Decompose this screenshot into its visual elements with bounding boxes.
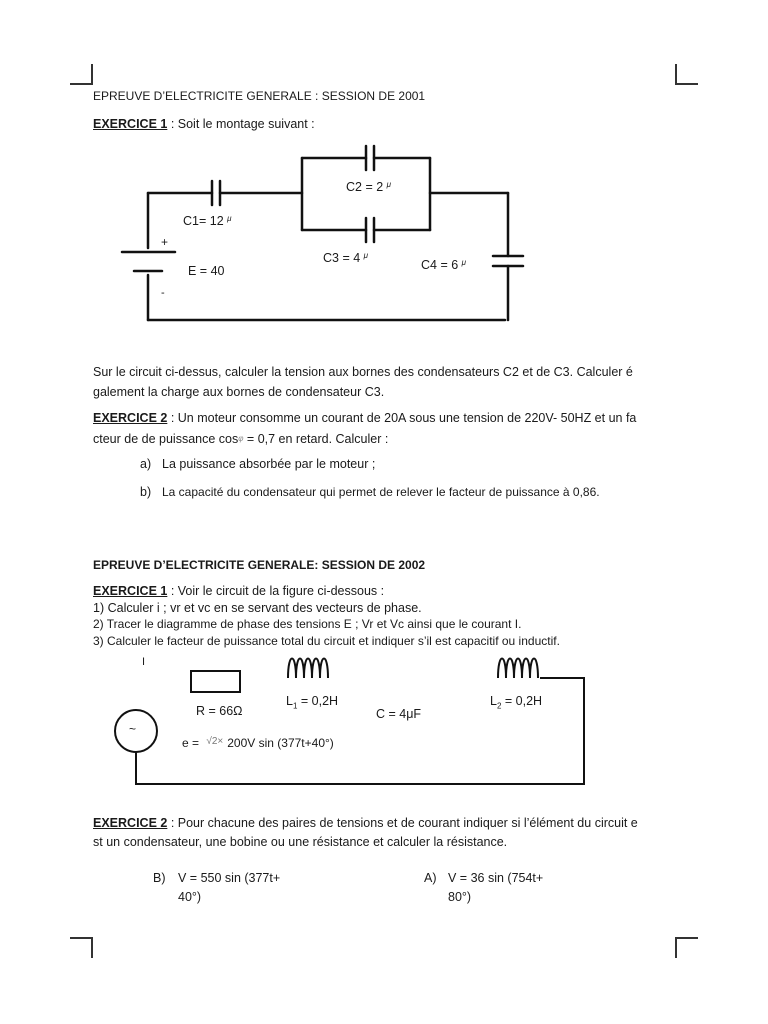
source-voltage-label — [182, 736, 334, 750]
exercise-2-label: EXERCICE 2 — [93, 411, 168, 425]
question-line-3: 3) Calculer le facteur de puissance total du circuit et indiquer s’il est capacitif ou inductif. — [93, 634, 560, 648]
c4-unit: μ — [461, 258, 467, 267]
pair-a-line-2: 80°) — [448, 890, 472, 904]
l2-letter: L — [490, 694, 497, 708]
phi-symbol: φ — [238, 434, 244, 443]
c1-value: C1= 12 — [183, 214, 224, 228]
exercise-1-2002-label: EXERCICE 1 — [93, 584, 168, 598]
e-prefix: e = — [182, 736, 203, 750]
resistor-label: R = 66Ω — [196, 704, 243, 718]
c1-unit: μ — [227, 214, 232, 223]
l1-sub: 1 — [292, 701, 298, 711]
current-label: I — [142, 656, 146, 668]
battery-minus-sign: - — [161, 287, 165, 299]
pair-b-line-1: V = 550 sin (377t+ — [178, 871, 281, 885]
c4-value: C4 = 6 — [421, 258, 459, 272]
l1-letter: L — [286, 694, 293, 708]
e-expression: 200V sin (377t+40°) — [227, 736, 334, 750]
exercise-1-question-line-2: galement la charge aux bornes de condensateur C3. — [93, 385, 385, 399]
question-line-2: 2) Tracer le diagramme de phase des tensions E ; Vr et Vc ainsi que le courant I. — [93, 617, 522, 631]
l2-value: = 0,2H — [501, 694, 543, 708]
c3-value: C3 = 4 — [323, 251, 361, 265]
exercise-2-2002-text: : Pour chacune des paires de tensions et de courant indiquer si l’élément du circuit e — [167, 816, 638, 830]
pair-a-marker: A) — [424, 871, 437, 885]
ac-source-symbol: ~ — [129, 722, 137, 736]
exercise-2-2002-line-1 — [93, 815, 638, 831]
pair-a-line-1: V = 36 sin (754t+ — [448, 871, 544, 885]
c2-value: C2 = 2 — [346, 180, 384, 194]
inductor-1-label — [286, 694, 338, 711]
pair-b-marker: B) — [153, 871, 166, 885]
session-2002-title: EPREUVE D’ELECTRICITE GENERALE: SESSION DE 2002 — [93, 558, 426, 572]
exercise-1-2002-intro: : Voir le circuit de la figure ci-dessous : — [167, 584, 385, 598]
exercise-2-2002-label: EXERCICE 2 — [93, 816, 168, 830]
item-a-text: La puissance absorbée par le moteur ; — [162, 457, 376, 471]
inductor-2-label — [490, 694, 542, 711]
question-line-1: 1) Calculer i ; vr et vc en se servant des vecteurs de phase. — [93, 601, 422, 615]
capacitor-label: C = 4μF — [376, 707, 422, 721]
exercise-1-question-line-1: Sur le circuit ci-dessus, calculer la tension aux bornes des condensateurs C2 et de C3. Calculer é — [93, 365, 633, 379]
exercise-2-text-a: cteur de de puissance cos — [93, 432, 239, 446]
exercise-2-text: : Un moteur consomme un courant de 20A sous une tension de 220V- 50HZ et un fa — [167, 411, 637, 425]
item-a-marker: a) — [140, 457, 152, 471]
c2-unit: μ — [386, 180, 392, 189]
session-2001-title: EPREUVE D’ELECTRICITE GENERALE : SESSION DE 2001 — [93, 89, 426, 103]
battery-voltage-label: E = 40 — [188, 264, 225, 278]
exercise-2-text-b: = 0,7 en retard. Calculer : — [243, 432, 389, 446]
l1-value: = 0,2H — [297, 694, 339, 708]
battery-plus-sign: + — [161, 235, 169, 249]
c3-unit: μ — [363, 251, 369, 260]
pair-b-line-2: 40°) — [178, 890, 202, 904]
l2-sub: 2 — [496, 701, 502, 711]
item-b-text: La capacité du condensateur qui permet de relever le facteur de puissance à 0,86. — [162, 485, 600, 499]
item-b-marker: b) — [140, 485, 152, 499]
exercise-1-intro: : Soit le montage suivant : — [167, 117, 315, 131]
exercise-1-label: EXERCICE 1 — [93, 117, 168, 131]
sqrt-2: √2× — [206, 736, 224, 747]
exercise-2-2002-line-2: st un condensateur, une bobine ou une résistance et calculer la résistance. — [93, 835, 508, 849]
